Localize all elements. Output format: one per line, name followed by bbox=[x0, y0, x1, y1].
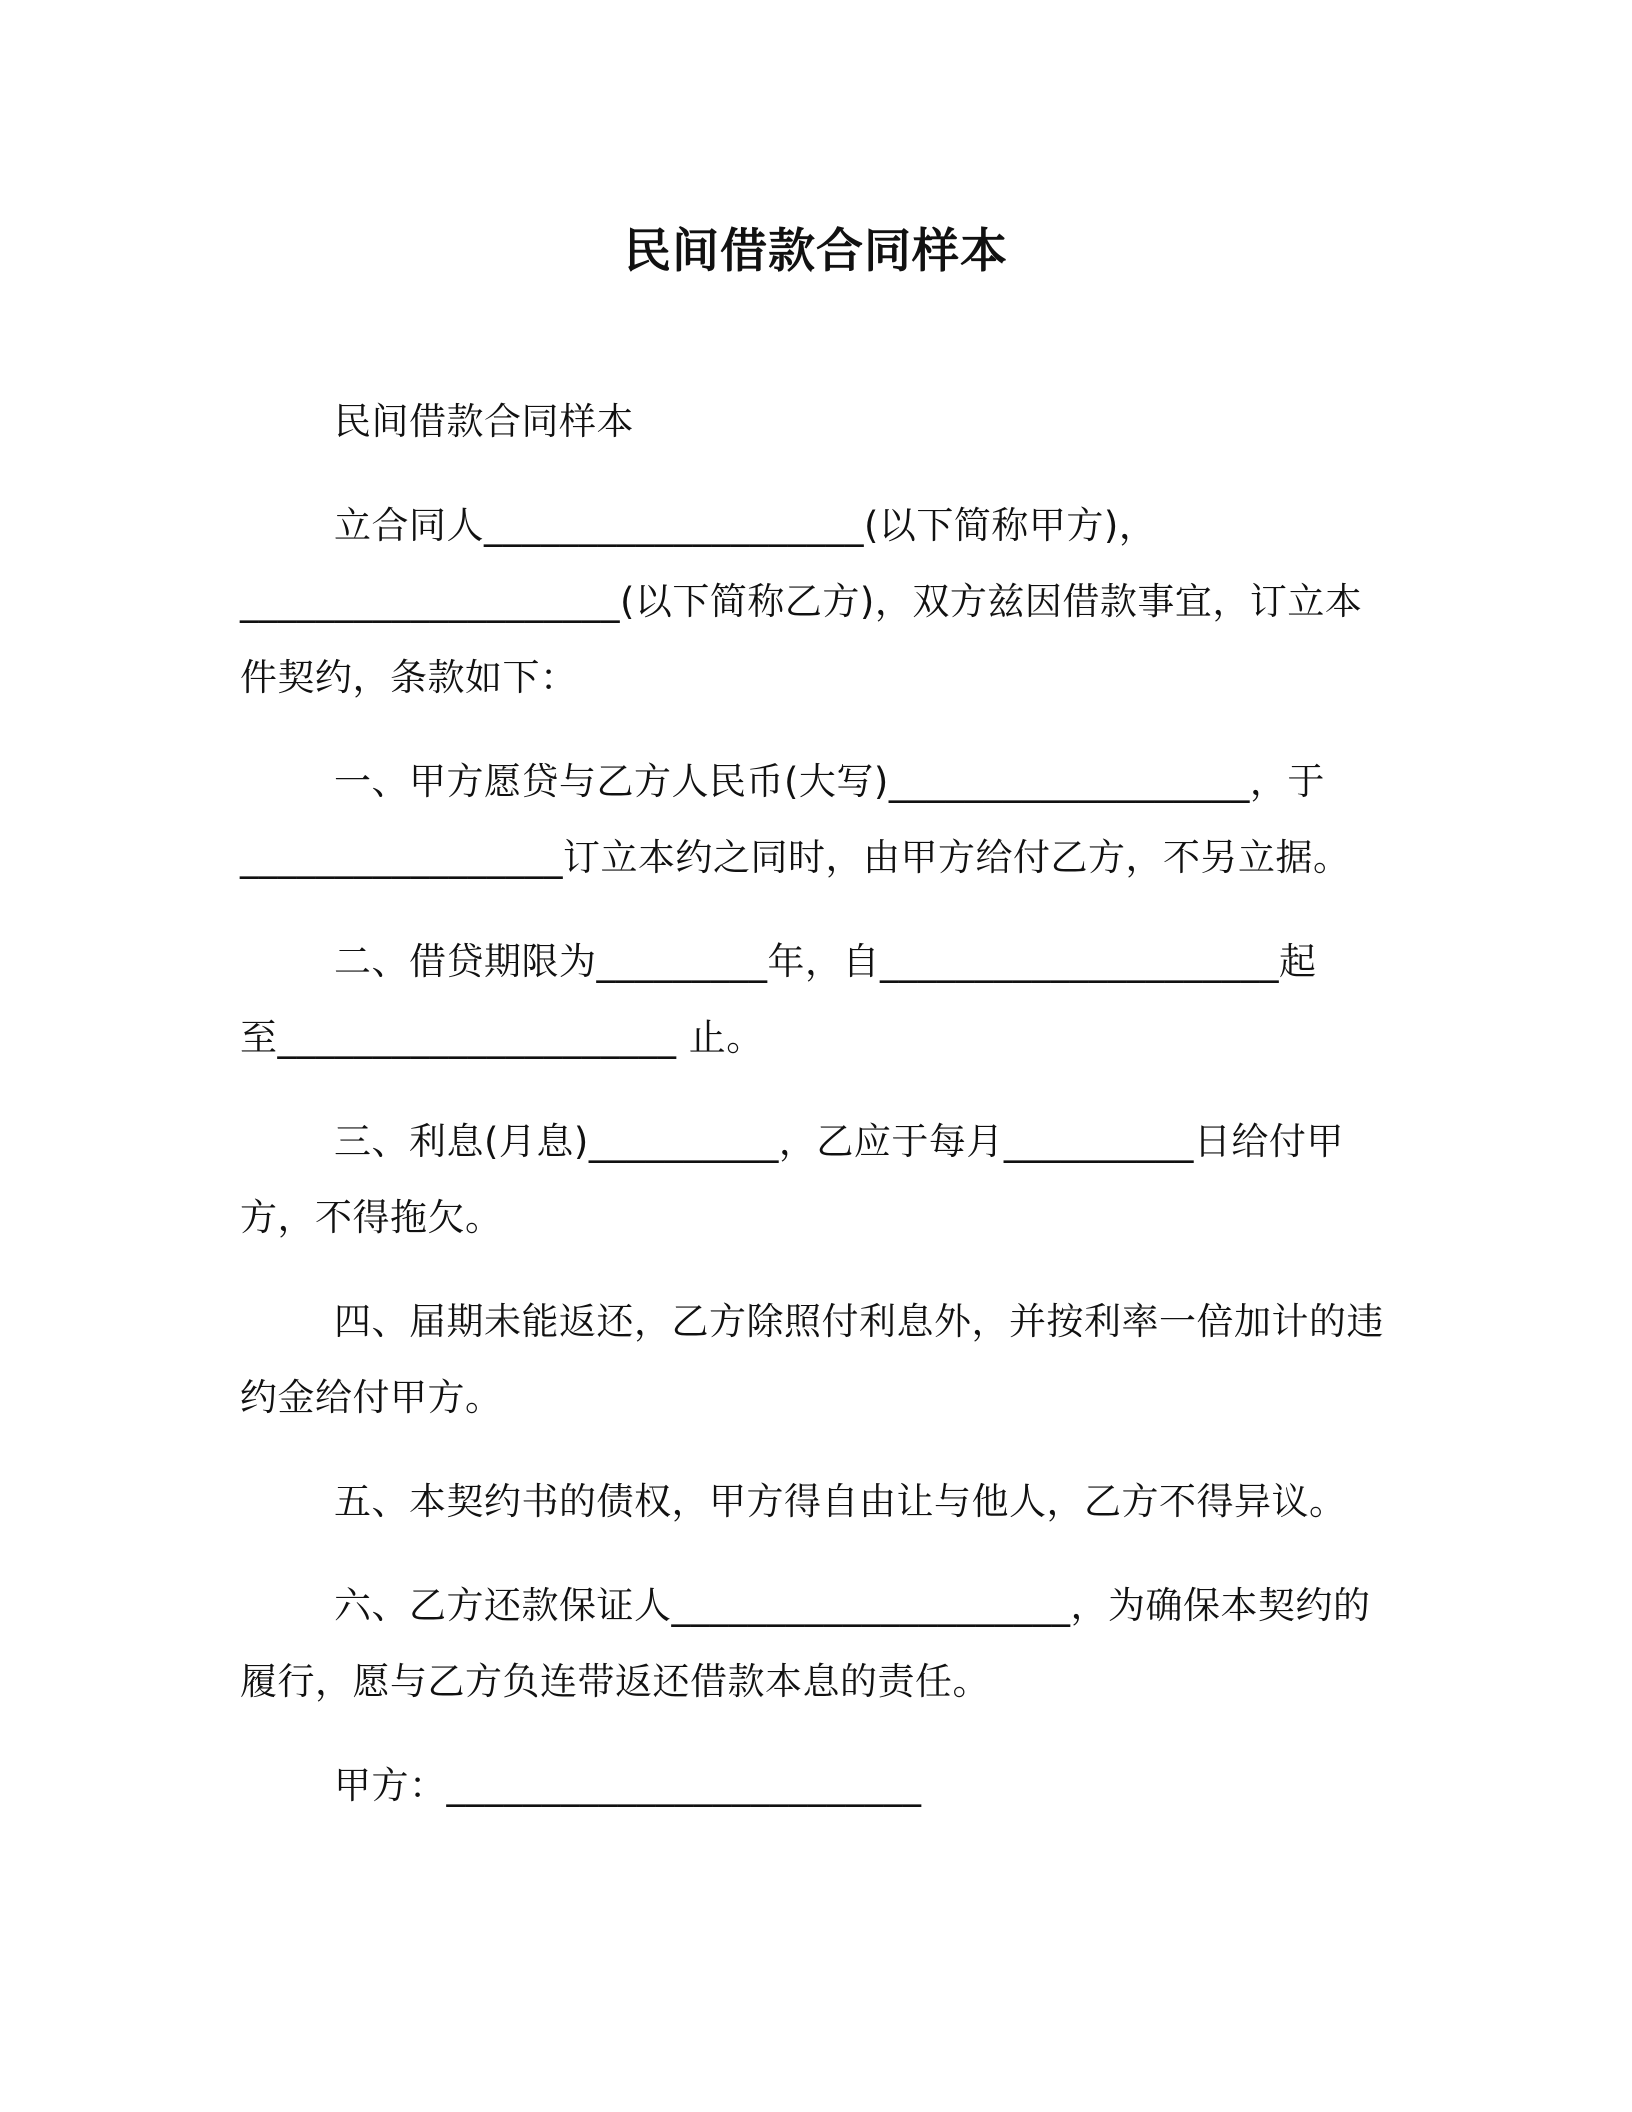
party-a-signature-line: 甲方：_________________________ bbox=[334, 1764, 922, 1807]
document-subtitle: 民间借款合同样本 bbox=[334, 400, 634, 443]
clause-6-line-2: 履行，愿与乙方负连带返还借款本息的责任。 bbox=[240, 1660, 990, 1703]
clause-2-line-1: 二、借贷期限为_________年，自_____________________起 bbox=[334, 940, 1317, 983]
document-title: 民间借款合同样本 bbox=[624, 224, 1008, 279]
clause-1-line-2: _________________订立本约之同时，由甲方给付乙方，不另立据。 bbox=[240, 836, 1351, 879]
parties-line-3: 件契约，条款如下： bbox=[240, 656, 578, 699]
parties-line-2: ____________________(以下简称乙方)，双方兹因借款事宜，订立本 bbox=[240, 580, 1363, 623]
clause-5-line-1: 五、本契约书的债权，甲方得自由让与他人，乙方不得异议。 bbox=[334, 1480, 1347, 1523]
clause-3-line-1: 三、利息(月息)__________，乙应于每月__________日给付甲 bbox=[334, 1120, 1344, 1163]
clause-6-line-1: 六、乙方还款保证人_____________________，为确保本契约的 bbox=[334, 1584, 1371, 1627]
clause-1-line-1: 一、甲方愿贷与乙方人民币(大写)___________________，于 bbox=[334, 760, 1325, 803]
clause-4-line-2: 约金给付甲方。 bbox=[240, 1376, 503, 1419]
clause-3-line-2: 方，不得拖欠。 bbox=[240, 1196, 503, 1239]
parties-line-1: 立合同人____________________(以下简称甲方)， bbox=[334, 504, 1157, 547]
clause-4-line-1: 四、届期未能返还，乙方除照付利息外，并按利率一倍加计的违 bbox=[334, 1300, 1384, 1343]
clause-2-line-2: 至_____________________ 止。 bbox=[240, 1016, 764, 1059]
